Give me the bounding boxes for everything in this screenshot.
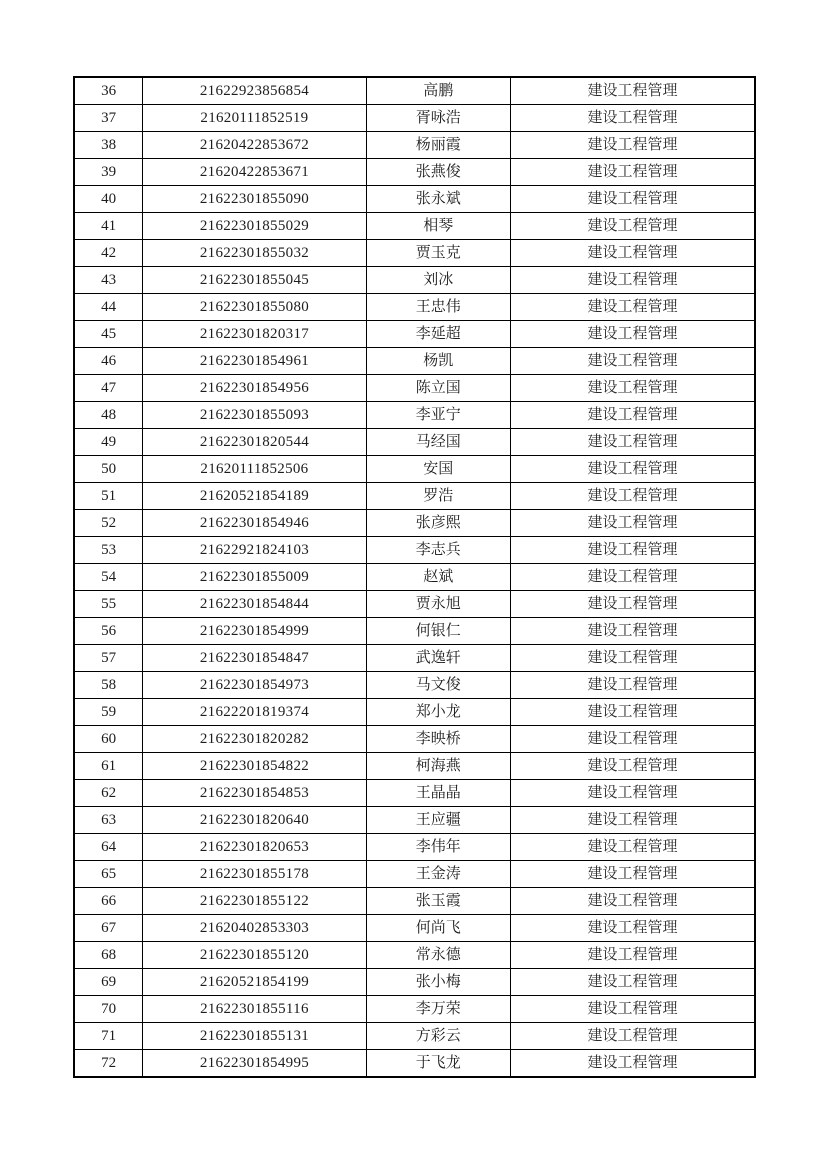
row-number-cell: 69 <box>74 969 143 996</box>
major-cell: 建设工程管理 <box>510 186 755 213</box>
major-cell: 建设工程管理 <box>510 861 755 888</box>
table-row <box>74 321 755 348</box>
student-name-cell: 张小梅 <box>366 969 510 996</box>
table-row <box>74 132 755 159</box>
row-number-cell: 67 <box>74 915 143 942</box>
row-number-cell: 40 <box>74 186 143 213</box>
student-id-cell: 21622301820640 <box>143 807 366 834</box>
table-row <box>74 213 755 240</box>
major-cell: 建设工程管理 <box>510 969 755 996</box>
student-name-cell: 胥咏浩 <box>366 105 510 132</box>
student-name-cell: 张彦熙 <box>366 510 510 537</box>
major-cell: 建设工程管理 <box>510 132 755 159</box>
table-row <box>74 105 755 132</box>
table-row <box>74 942 755 969</box>
student-roster-table <box>73 76 756 1078</box>
table-row <box>74 456 755 483</box>
row-number-cell: 48 <box>74 402 143 429</box>
student-id-cell: 21620521854189 <box>143 483 366 510</box>
student-name-cell: 柯海燕 <box>366 753 510 780</box>
student-name-cell: 王金涛 <box>366 861 510 888</box>
student-id-cell: 21620422853671 <box>143 159 366 186</box>
major-cell: 建设工程管理 <box>510 402 755 429</box>
major-cell: 建设工程管理 <box>510 456 755 483</box>
student-id-cell: 21622301855045 <box>143 267 366 294</box>
major-cell: 建设工程管理 <box>510 348 755 375</box>
student-id-cell: 21622301855178 <box>143 861 366 888</box>
major-cell: 建设工程管理 <box>510 618 755 645</box>
table-row <box>74 618 755 645</box>
student-name-cell: 李万荣 <box>366 996 510 1023</box>
major-cell: 建设工程管理 <box>510 105 755 132</box>
row-number-cell: 64 <box>74 834 143 861</box>
student-name-cell: 李延超 <box>366 321 510 348</box>
major-cell: 建设工程管理 <box>510 267 755 294</box>
student-id-cell: 21622301855032 <box>143 240 366 267</box>
table-row <box>74 294 755 321</box>
student-name-cell: 方彩云 <box>366 1023 510 1050</box>
table-row <box>74 861 755 888</box>
major-cell: 建设工程管理 <box>510 483 755 510</box>
row-number-cell: 52 <box>74 510 143 537</box>
row-number-cell: 55 <box>74 591 143 618</box>
student-id-cell: 21622301855029 <box>143 213 366 240</box>
table-row <box>74 699 755 726</box>
table-row <box>74 159 755 186</box>
student-name-cell: 王忠伟 <box>366 294 510 321</box>
student-name-cell: 贾玉克 <box>366 240 510 267</box>
major-cell: 建设工程管理 <box>510 699 755 726</box>
table-row <box>74 915 755 942</box>
student-id-cell: 21622301820653 <box>143 834 366 861</box>
row-number-cell: 36 <box>74 77 143 105</box>
table-row <box>74 888 755 915</box>
major-cell: 建设工程管理 <box>510 591 755 618</box>
table-row <box>74 564 755 591</box>
row-number-cell: 43 <box>74 267 143 294</box>
row-number-cell: 60 <box>74 726 143 753</box>
row-number-cell: 45 <box>74 321 143 348</box>
student-name-cell: 何尚飞 <box>366 915 510 942</box>
student-id-cell: 21622301854961 <box>143 348 366 375</box>
major-cell: 建设工程管理 <box>510 321 755 348</box>
major-cell: 建设工程管理 <box>510 294 755 321</box>
student-id-cell: 21622301854946 <box>143 510 366 537</box>
student-id-cell: 21622201819374 <box>143 699 366 726</box>
major-cell: 建设工程管理 <box>510 807 755 834</box>
table-row <box>74 753 755 780</box>
row-number-cell: 62 <box>74 780 143 807</box>
row-number-cell: 51 <box>74 483 143 510</box>
major-cell: 建设工程管理 <box>510 159 755 186</box>
student-id-cell: 21620422853672 <box>143 132 366 159</box>
row-number-cell: 53 <box>74 537 143 564</box>
student-id-cell: 21620111852506 <box>143 456 366 483</box>
student-id-cell: 21622301820317 <box>143 321 366 348</box>
student-id-cell: 21622301855080 <box>143 294 366 321</box>
major-cell: 建设工程管理 <box>510 375 755 402</box>
student-id-cell: 21622301854847 <box>143 645 366 672</box>
student-name-cell: 于飞龙 <box>366 1050 510 1078</box>
row-number-cell: 41 <box>74 213 143 240</box>
student-name-cell: 常永德 <box>366 942 510 969</box>
row-number-cell: 59 <box>74 699 143 726</box>
table-row <box>74 807 755 834</box>
table-row <box>74 77 755 105</box>
student-id-cell: 21622301855120 <box>143 942 366 969</box>
major-cell: 建设工程管理 <box>510 564 755 591</box>
row-number-cell: 38 <box>74 132 143 159</box>
major-cell: 建设工程管理 <box>510 429 755 456</box>
student-id-cell: 21622301855090 <box>143 186 366 213</box>
row-number-cell: 71 <box>74 1023 143 1050</box>
student-name-cell: 王晶晶 <box>366 780 510 807</box>
table-sheet <box>73 76 756 1078</box>
student-name-cell: 赵斌 <box>366 564 510 591</box>
row-number-cell: 46 <box>74 348 143 375</box>
student-name-cell: 王应疆 <box>366 807 510 834</box>
row-number-cell: 65 <box>74 861 143 888</box>
major-cell: 建设工程管理 <box>510 1023 755 1050</box>
table-row <box>74 267 755 294</box>
table-row <box>74 1023 755 1050</box>
student-id-cell: 21622301820282 <box>143 726 366 753</box>
major-cell: 建设工程管理 <box>510 942 755 969</box>
student-name-cell: 刘冰 <box>366 267 510 294</box>
student-name-cell: 贾永旭 <box>366 591 510 618</box>
student-id-cell: 21622301855122 <box>143 888 366 915</box>
table-row <box>74 834 755 861</box>
student-id-cell: 21620111852519 <box>143 105 366 132</box>
table-row <box>74 726 755 753</box>
row-number-cell: 58 <box>74 672 143 699</box>
student-name-cell: 杨丽霞 <box>366 132 510 159</box>
student-id-cell: 21622301854956 <box>143 375 366 402</box>
table-row <box>74 402 755 429</box>
student-name-cell: 马文俊 <box>366 672 510 699</box>
table-row <box>74 429 755 456</box>
student-name-cell: 李伟年 <box>366 834 510 861</box>
major-cell: 建设工程管理 <box>510 996 755 1023</box>
major-cell: 建设工程管理 <box>510 888 755 915</box>
row-number-cell: 49 <box>74 429 143 456</box>
major-cell: 建设工程管理 <box>510 915 755 942</box>
student-id-cell: 21622301854999 <box>143 618 366 645</box>
student-id-cell: 21622301854844 <box>143 591 366 618</box>
student-name-cell: 张燕俊 <box>366 159 510 186</box>
student-name-cell: 李亚宁 <box>366 402 510 429</box>
major-cell: 建设工程管理 <box>510 834 755 861</box>
row-number-cell: 70 <box>74 996 143 1023</box>
row-number-cell: 66 <box>74 888 143 915</box>
student-name-cell: 张玉霞 <box>366 888 510 915</box>
table-row <box>74 645 755 672</box>
row-number-cell: 63 <box>74 807 143 834</box>
student-id-cell: 21622301854822 <box>143 753 366 780</box>
major-cell: 建设工程管理 <box>510 672 755 699</box>
row-number-cell: 54 <box>74 564 143 591</box>
row-number-cell: 61 <box>74 753 143 780</box>
student-id-cell: 21622301854995 <box>143 1050 366 1078</box>
row-number-cell: 50 <box>74 456 143 483</box>
row-number-cell: 39 <box>74 159 143 186</box>
major-cell: 建设工程管理 <box>510 213 755 240</box>
student-name-cell: 李志兵 <box>366 537 510 564</box>
student-id-cell: 21622921824103 <box>143 537 366 564</box>
row-number-cell: 42 <box>74 240 143 267</box>
student-id-cell: 21622301855131 <box>143 1023 366 1050</box>
table-row <box>74 996 755 1023</box>
row-number-cell: 57 <box>74 645 143 672</box>
table-row <box>74 240 755 267</box>
student-name-cell: 郑小龙 <box>366 699 510 726</box>
student-name-cell: 张永斌 <box>366 186 510 213</box>
table-row <box>74 591 755 618</box>
student-id-cell: 21620521854199 <box>143 969 366 996</box>
table-row <box>74 510 755 537</box>
table-row <box>74 672 755 699</box>
student-id-cell: 21622301855093 <box>143 402 366 429</box>
major-cell: 建设工程管理 <box>510 1050 755 1078</box>
table-row <box>74 348 755 375</box>
major-cell: 建设工程管理 <box>510 537 755 564</box>
major-cell: 建设工程管理 <box>510 645 755 672</box>
student-id-cell: 21620402853303 <box>143 915 366 942</box>
student-id-cell: 21622301820544 <box>143 429 366 456</box>
student-id-cell: 21622923856854 <box>143 77 366 105</box>
major-cell: 建设工程管理 <box>510 77 755 105</box>
student-name-cell: 杨凯 <box>366 348 510 375</box>
student-name-cell: 何银仁 <box>366 618 510 645</box>
row-number-cell: 68 <box>74 942 143 969</box>
student-name-cell: 高鹏 <box>366 77 510 105</box>
student-id-cell: 21622301854853 <box>143 780 366 807</box>
table-row <box>74 186 755 213</box>
student-name-cell: 罗浩 <box>366 483 510 510</box>
row-number-cell: 72 <box>74 1050 143 1078</box>
student-name-cell: 相琴 <box>366 213 510 240</box>
major-cell: 建设工程管理 <box>510 753 755 780</box>
row-number-cell: 56 <box>74 618 143 645</box>
student-id-cell: 21622301854973 <box>143 672 366 699</box>
student-name-cell: 李映桥 <box>366 726 510 753</box>
major-cell: 建设工程管理 <box>510 726 755 753</box>
table-row <box>74 969 755 996</box>
student-id-cell: 21622301855116 <box>143 996 366 1023</box>
table-row <box>74 375 755 402</box>
student-id-cell: 21622301855009 <box>143 564 366 591</box>
student-name-cell: 陈立国 <box>366 375 510 402</box>
major-cell: 建设工程管理 <box>510 240 755 267</box>
student-name-cell: 安国 <box>366 456 510 483</box>
row-number-cell: 47 <box>74 375 143 402</box>
table-row <box>74 1050 755 1078</box>
row-number-cell: 37 <box>74 105 143 132</box>
row-number-cell: 44 <box>74 294 143 321</box>
student-name-cell: 武逸轩 <box>366 645 510 672</box>
table-row <box>74 483 755 510</box>
major-cell: 建设工程管理 <box>510 780 755 807</box>
table-row <box>74 780 755 807</box>
student-name-cell: 马经国 <box>366 429 510 456</box>
major-cell: 建设工程管理 <box>510 510 755 537</box>
table-row <box>74 537 755 564</box>
